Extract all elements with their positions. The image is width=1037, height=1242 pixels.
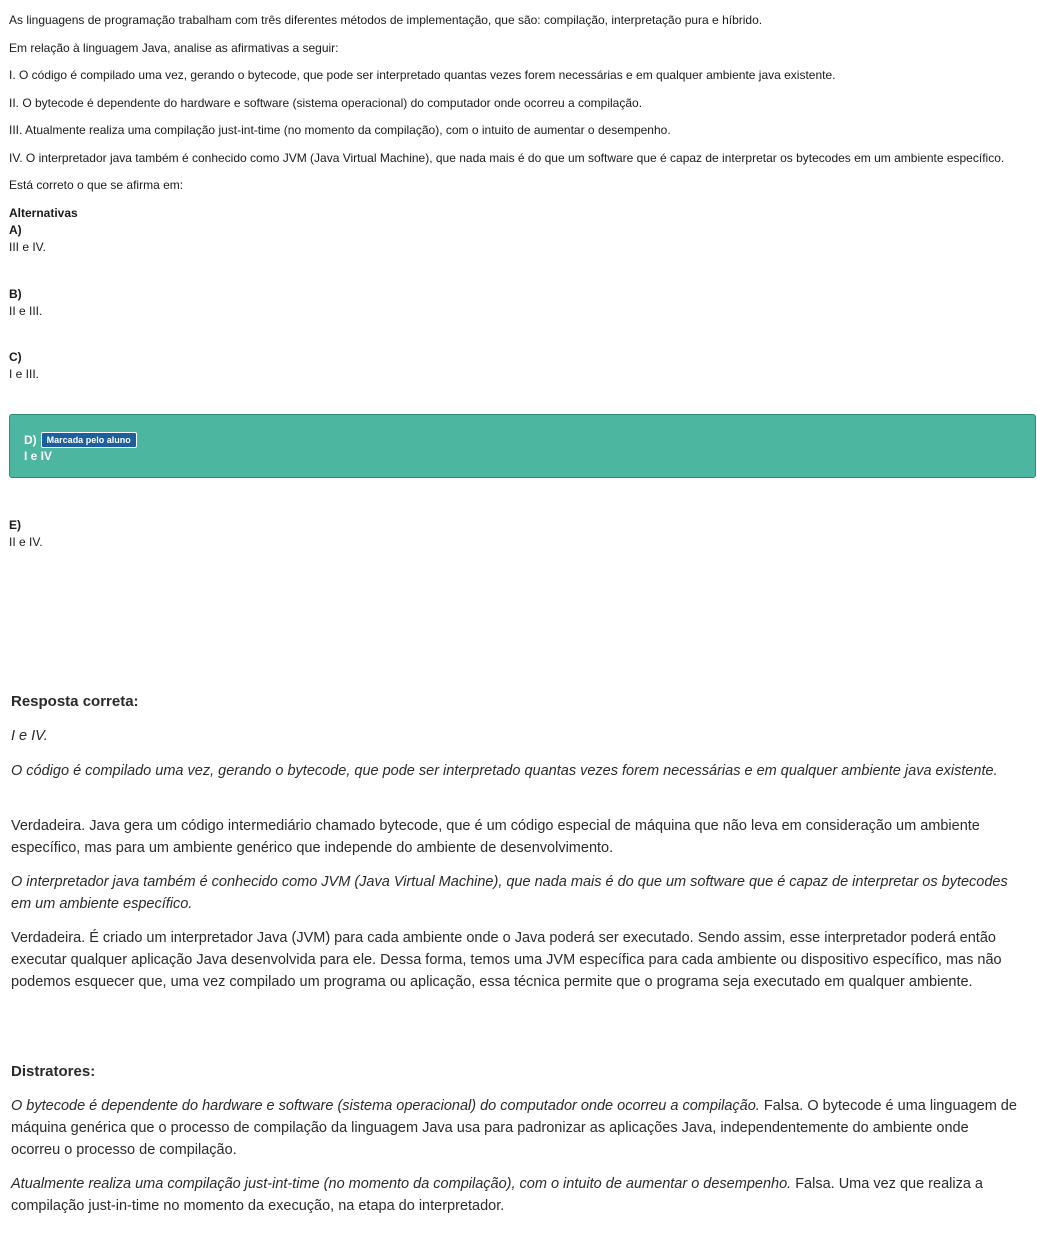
statement-2: II. O bytecode é dependente do hardware e software (sistema operacional) do computador onde ocorreu a compilação.	[9, 96, 643, 110]
statement-4: IV. O interpretador java também é conhecido como JVM (Java Virtual Machine), que nada mais é do que um software que é capaz de interpretar os bytecodes em um ambiente específico.	[9, 151, 1005, 165]
distractor-2	[11, 1173, 1021, 1217]
feedback-paragraph-2: Verdadeira. Java gera um código intermediário chamado bytecode, que é um código especial de máquina que não leva em consideração um ambiente específico, mas para um ambiente genérico que independe do ambiente de desenvolvimento.	[11, 818, 980, 856]
correct-answer-value: I e IV.	[11, 728, 48, 744]
distractor-statement: O bytecode é dependente do hardware e software (sistema operacional) do computador onde ocorreu a compilação.	[11, 1098, 760, 1114]
distractor-1	[11, 1095, 1021, 1161]
distractor-explanation: Falsa. O bytecode é uma linguagem de máquina genérica que o processo de compilação da linguagem Java usa para padronizar as aplicações Java, independentemente do ambiente onde ocorreu o processo de compilação.	[11, 1098, 1017, 1158]
question-prompt: Em relação à linguagem Java, analise as afirmativas a seguir:	[9, 41, 339, 55]
alternative-c[interactable]	[9, 349, 39, 383]
alternative-letter: D)	[24, 433, 37, 447]
alternative-a[interactable]	[9, 222, 46, 256]
feedback-paragraph-1: O código é compilado uma vez, gerando o bytecode, que pode ser interpretado quantas vezes forem necessárias e em qualquer ambiente java existente.	[11, 763, 998, 779]
distractors-heading: Distratores:	[11, 1063, 96, 1080]
alternative-d-selected[interactable]	[9, 414, 1036, 478]
distractor-statement: Atualmente realiza uma compilação just-int-time (no momento da compilação), com o intuito de aumentar o desempenho.	[11, 1176, 792, 1192]
alternative-letter: A)	[9, 223, 22, 237]
alternative-text: I e III.	[9, 367, 40, 381]
question-intro: As linguagens de programação trabalham com três diferentes métodos de implementação, que são: compilação, interpretação pura e híbrido.	[9, 13, 763, 27]
alternatives-header: Alternativas	[9, 206, 78, 220]
alternative-b[interactable]	[9, 286, 42, 320]
distractor-explanation: Falsa. Uma vez que realiza a compilação just-in-time no momento da execução, na etapa do interpretador.	[11, 1176, 983, 1214]
alternative-text: III e IV.	[9, 240, 46, 254]
feedback-paragraph-3: O interpretador java também é conhecido como JVM (Java Virtual Machine), que nada mais é do que um software que é capaz de interpretar os bytecodes em um ambiente específico.	[11, 874, 1008, 912]
alternative-letter: C)	[9, 350, 22, 364]
selected-by-student-badge: Marcada pelo aluno	[41, 432, 137, 448]
alternative-letter: B)	[9, 287, 22, 301]
alternative-letter: E)	[9, 518, 21, 532]
correct-answer-heading: Resposta correta:	[11, 693, 139, 710]
alternative-text: I e IV	[24, 449, 53, 463]
question-closing: Está correto o que se afirma em:	[9, 178, 184, 192]
feedback-paragraph-4: Verdadeira. É criado um interpretador Java (JVM) para cada ambiente onde o Java poderá ser executado. Sendo assim, esse interpretador poderá então executar qualquer aplicação Java desenvolvida para ele. Dessa forma, temos uma JVM específica para cada ambiente ou dispositivo específico, mas não podemos esquecer que, uma vez compilado um programa ou aplicação, essa técnica permite que o programa seja executado em qualquer ambiente.	[11, 930, 1002, 990]
statement-1: I. O código é compilado uma vez, gerando o bytecode, que pode ser interpretado quantas vezes forem necessárias e em qualquer ambiente java existente.	[9, 68, 836, 82]
statement-3: III. Atualmente realiza uma compilação just-int-time (no momento da compilação), com o intuito de aumentar o desempenho.	[9, 123, 671, 137]
alternative-e[interactable]	[9, 517, 43, 551]
alternative-text: II e III.	[9, 304, 43, 318]
alternative-text: II e IV.	[9, 535, 43, 549]
